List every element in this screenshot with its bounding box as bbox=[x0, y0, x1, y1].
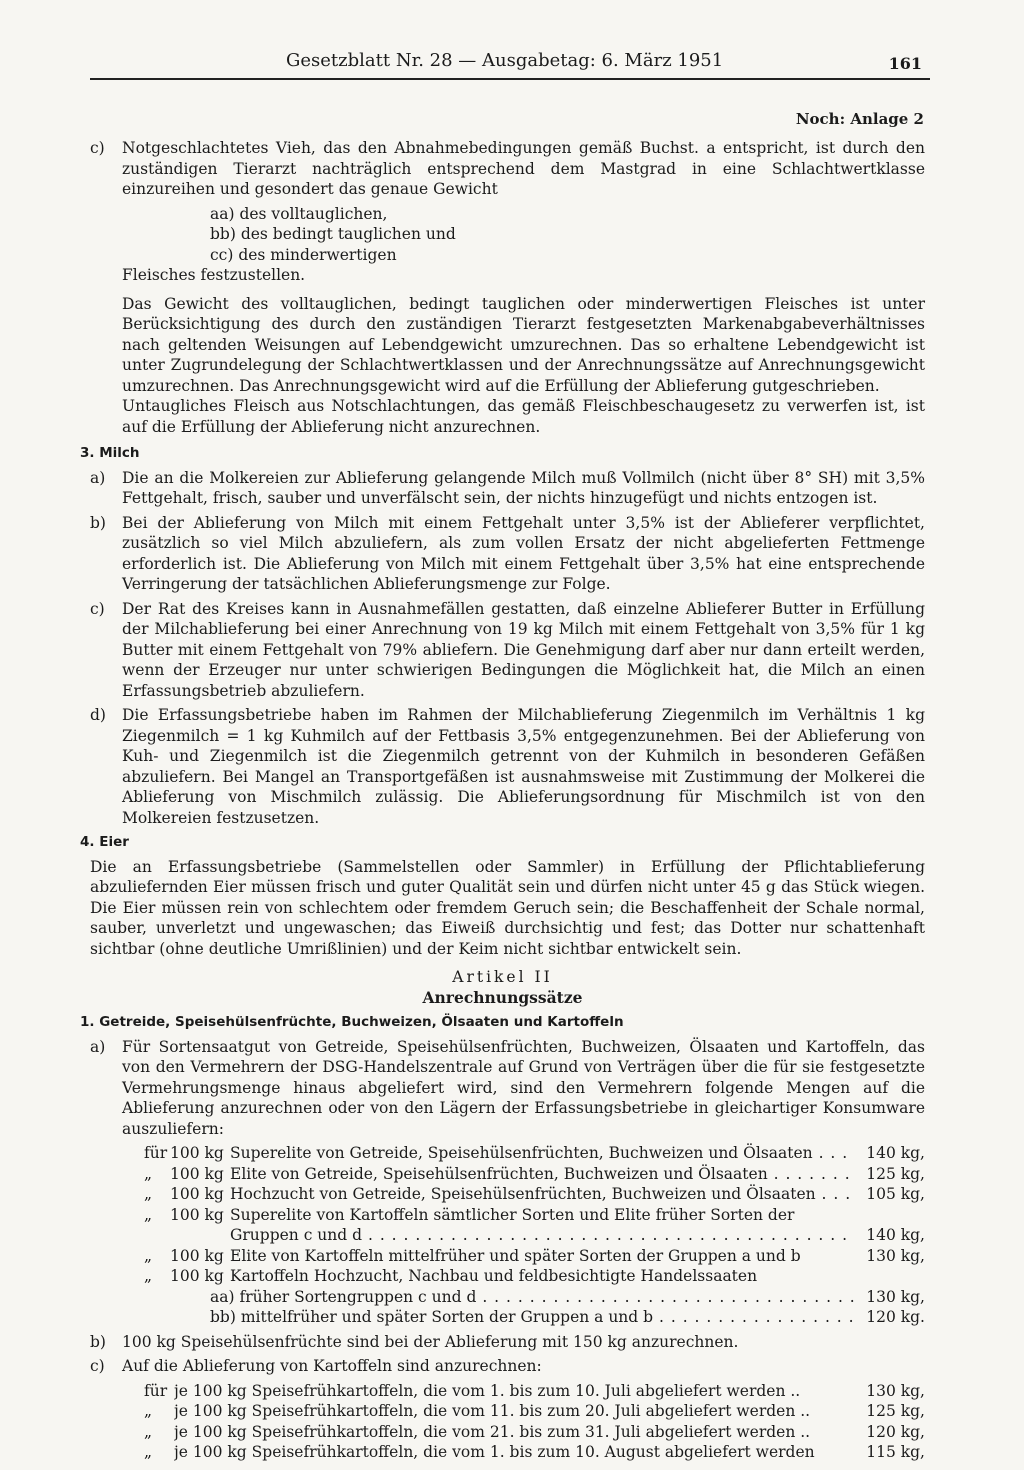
header-title: Gesetzblatt Nr. 28 — Ausgabetag: 6. März 1951 bbox=[286, 50, 724, 71]
rate-value: 105 kg, bbox=[866, 1185, 925, 1203]
rate-value: 125 kg, bbox=[866, 1164, 925, 1183]
article-subtitle: Anrechnungssätze bbox=[422, 987, 583, 1007]
paragraph: Notgeschlachtetes Vieh, das den Abnahmebedingungen gemäß Buchst. a entspricht, ist durch den zuständigen Tierarzt nachträglich entsprechend dem Mastgrad in eine Schlachtwertklasse einzureihen und gesondert das genaue Gewicht bbox=[122, 139, 925, 198]
rate-text: Superelite von Kartoffeln sämtlicher Sorten und Elite früher Sorten der bbox=[230, 1205, 795, 1224]
rate-text: Hochzucht von Getreide, Speisehülsenfrüchten, Buchweizen und Ölsaaten . . . bbox=[230, 1184, 855, 1205]
list-item bbox=[80, 599, 925, 702]
ditto-mark: „ bbox=[144, 1422, 153, 1441]
ditto-mark: „ bbox=[144, 1267, 153, 1285]
rate-text: Kartoffeln Hochzucht, Nachbau und feldbesichtigte Handelssaaten bbox=[230, 1267, 758, 1285]
list-item: aa) des volltauglichen, bbox=[210, 204, 388, 223]
page-header bbox=[90, 44, 930, 80]
item-label: c) bbox=[90, 599, 105, 618]
rate-text: je 100 kg Speisefrühkartoffeln, die vom 11. bis zum 20. Juli abgeliefert werden .. bbox=[174, 1402, 811, 1420]
rate-value: 130 kg, bbox=[866, 1287, 925, 1306]
table-row bbox=[144, 1307, 925, 1328]
rate-text: Gruppen c und d . . . bbox=[230, 1225, 855, 1246]
rate-text: Elite von Getreide, Speisehülsenfrüchten, Buchweizen und Ölsaaten . . . bbox=[230, 1164, 855, 1185]
rate-value: 120 kg, bbox=[866, 1422, 925, 1441]
amount: 100 kg bbox=[170, 1144, 224, 1162]
amount: 100 kg bbox=[170, 1267, 224, 1285]
paragraph: Fleisches festzustellen. bbox=[122, 266, 306, 284]
amount: 100 kg bbox=[170, 1205, 224, 1224]
table-row bbox=[144, 1184, 925, 1205]
ditto-mark: „ bbox=[144, 1185, 153, 1203]
rates-table bbox=[144, 1143, 925, 1328]
amount: 100 kg bbox=[170, 1185, 224, 1203]
list-item bbox=[80, 468, 925, 509]
rate-value: 140 kg, bbox=[866, 1144, 925, 1162]
item-label: c) bbox=[90, 139, 105, 157]
table-row bbox=[144, 1381, 925, 1402]
rate-text: Superelite von Getreide, Speisehülsenfrüchten, Buchweizen und Ölsaaten . . . bbox=[230, 1143, 855, 1164]
table-row bbox=[144, 1266, 925, 1287]
rate-text: aa) früher Sortengruppen c und d . . . bbox=[210, 1287, 855, 1308]
table-row bbox=[144, 1246, 925, 1267]
paragraph: 100 kg Speisehülsenfrüchte sind bei der Ablieferung mit 150 kg anzurechnen. bbox=[122, 1332, 739, 1351]
section-heading-eier: 4. Eier bbox=[80, 834, 129, 850]
rate-value: 130 kg, bbox=[866, 1381, 925, 1400]
paragraph: Die an die Molkereien zur Ablieferung gelangende Milch muß Vollmilch (nicht über 8° SH) mit 3,5% Fettgehalt, frisch, sauber und unverfälscht sein, der nichts hinzugefügt und nichts entzogen ist. bbox=[122, 468, 925, 507]
list-item: cc) des minderwertigen bbox=[210, 245, 397, 264]
table-row bbox=[144, 1143, 925, 1164]
paragraph: Die Erfassungsbetriebe haben im Rahmen der Milchablieferung Ziegenmilch im Verhältnis 1 kg Ziegenmilch = 1 kg Kuhmilch auf der Fettbasis 3,5% entgegenzunehmen. Bei der Ablieferung von Kuh- und Ziegenmilch ist die Ziegenmilch getrennt von der Kuhmilch in besonderen Gefäßen abzuliefern. Bei Mangel an Transportgefäßen ist ausnahmsweise mit Zustimmung der Molkerei die Ablieferung von Mischmilch zulässig. Die Ablieferungsordnung für Mischmilch ist von den Molkereien festzusetzen. bbox=[122, 706, 925, 827]
list-item bbox=[80, 1332, 925, 1353]
ditto-mark: „ bbox=[144, 1246, 153, 1265]
article-title: Artikel II bbox=[452, 968, 553, 986]
rate-value: 120 kg. bbox=[866, 1308, 925, 1326]
rate-text: je 100 kg Speisefrühkartoffeln, die vom 21. bis zum 31. Juli abgeliefert werden .. bbox=[174, 1422, 811, 1441]
table-row bbox=[144, 1442, 925, 1463]
potato-rates-table bbox=[144, 1381, 925, 1463]
rate-value: 115 kg, bbox=[866, 1443, 925, 1461]
section-heading-getreide: 1. Getreide, Speisehülsenfrüchte, Buchweizen, Ölsaaten und Kartoffeln bbox=[80, 1014, 624, 1030]
list-item bbox=[80, 1037, 925, 1140]
rate-value: 125 kg, bbox=[866, 1402, 925, 1420]
table-row bbox=[144, 1401, 925, 1422]
annex-label: Noch: Anlage 2 bbox=[795, 110, 924, 128]
list-item: bb) des bedingt tauglichen und bbox=[210, 225, 456, 243]
item-label: a) bbox=[90, 1037, 106, 1056]
item-label: b) bbox=[90, 513, 106, 532]
item-label: d) bbox=[90, 706, 106, 724]
paragraph: Der Rat des Kreises kann in Ausnahmefällen gestatten, daß einzelne Ablieferer Butter in Erfüllung der Milchablieferung bei einer Anrechnung von 19 kg Milch mit einem Fettgehalt von 3,5% für 1 kg Butter mit einem Fettgehalt von 79% abliefern. Die Genehmigung darf aber nur dann erteilt werden, wenn der Erzeuger nur unter schwierigen Bedingungen die Möglichkeit hat, die Milch an einen Erfassungsbetrieb abzuliefern. bbox=[122, 599, 925, 700]
page-number: 161 bbox=[888, 54, 922, 73]
table-row bbox=[144, 1205, 925, 1226]
ditto-mark: „ bbox=[144, 1443, 153, 1461]
table-row bbox=[144, 1225, 925, 1246]
paragraph: Die an Erfassungsbetriebe (Sammelstellen oder Sammler) in Erfüllung der Pflichtablieferung abzuliefernden Eier müssen frisch und guter Qualität sein und dürfen nicht unter 45 g das Stück wiegen. Die Eier müssen rein von schlechtem oder fremdem Geruch sein; die Beschaffenheit der Schale normal, sauber, unverletzt und ungewaschen; das Eiweiß durchsichtig und fest; das Dotter nur schattenhaft sichtbar (ohne deutliche Umrißlinien) und der Keim nicht sichtbar entwickelt sein. bbox=[90, 857, 925, 958]
item-label: c) bbox=[90, 1357, 105, 1375]
list-item bbox=[80, 705, 925, 828]
amount: 100 kg bbox=[170, 1246, 224, 1265]
paragraph: Auf die Ablieferung von Kartoffeln sind anzurechnen: bbox=[122, 1357, 542, 1375]
rate-text: je 100 kg Speisefrühkartoffeln, die vom 1. bis zum 10. August abgeliefert werden bbox=[174, 1443, 815, 1461]
table-row bbox=[144, 1422, 925, 1443]
ditto-mark: „ bbox=[144, 1402, 153, 1420]
list-item bbox=[80, 513, 925, 595]
paragraph: Untaugliches Fleisch aus Notschlachtungen, das gemäß Fleischbeschaugesetz zu verwerfen ist, ist auf die Erfüllung der Ablieferung nicht anzurechnen. bbox=[122, 397, 925, 436]
table-row bbox=[144, 1287, 925, 1308]
table-row bbox=[144, 1164, 925, 1185]
rate-text: je 100 kg Speisefrühkartoffeln, die vom 1. bis zum 10. Juli abgeliefert werden .. bbox=[174, 1381, 801, 1400]
item-label: a) bbox=[90, 468, 106, 487]
rate-text: bb) mittelfrüher und später Sorten der Gruppen a und b . . . bbox=[210, 1307, 855, 1328]
paragraph: Für Sortensaatgut von Getreide, Speisehülsenfrüchten, Buchweizen, Ölsaaten und Kartoffeln, das von den Vermehrern der DSG-Handelszentrale auf Grund von Verträgen über die für sie festgesetzte Vermehrungsmenge hinaus abgeliefert wird, sind den Vermehrern folgende Mengen auf die Ablieferung anzurechnen oder von den Lägern der Erfassungsbetriebe in gleichartiger Konsumware auszuliefern: bbox=[122, 1037, 925, 1138]
rate-value: 140 kg, bbox=[866, 1226, 925, 1244]
weight-list bbox=[210, 204, 925, 266]
ditto-mark: „ bbox=[144, 1164, 153, 1183]
ditto-mark: für bbox=[144, 1381, 168, 1400]
list-item bbox=[80, 1356, 925, 1377]
amount: 100 kg bbox=[170, 1164, 224, 1183]
rate-text: Elite von Kartoffeln mittelfrüher und später Sorten der Gruppen a und b bbox=[230, 1246, 801, 1265]
rate-value: 130 kg, bbox=[866, 1246, 925, 1265]
section-heading-milch: 3. Milch bbox=[80, 445, 140, 461]
ditto-mark: für bbox=[144, 1144, 168, 1162]
document-body bbox=[80, 138, 925, 1463]
item-c-notschlachtung bbox=[80, 138, 925, 200]
paragraph: Das Gewicht des volltauglichen, bedingt tauglichen oder minderwertigen Fleisches ist unter Berücksichtigung des durch den zuständigen Tierarzt festgesetzten Markenabgabeverhältnisses nach geltenden Weisungen auf Lebendgewicht umzurechnen. Das so erhaltene Lebendgewicht ist unter Zugrundelegung der Schlachtwertklassen und der Anrechnungssätze auf Anrechnungsgewicht umzurechnen. Das Anrechnungsgewicht wird auf die Erfüllung der Ablieferung gutgeschrieben. bbox=[122, 294, 925, 395]
ditto-mark: „ bbox=[144, 1205, 153, 1224]
paragraph: Bei der Ablieferung von Milch mit einem Fettgehalt unter 3,5% ist der Ablieferer verpflichtet, zusätzlich so viel Milch abzuliefern, als zum vollen Ersatz der nicht abgelieferten Fettmenge erforderlich ist. Die Ablieferung von Milch mit einem Fettgehalt über 3,5% hat eine entsprechende Verringerung der tatsächlichen Ablieferungsmenge zur Folge. bbox=[122, 513, 925, 593]
item-label: b) bbox=[90, 1332, 106, 1351]
